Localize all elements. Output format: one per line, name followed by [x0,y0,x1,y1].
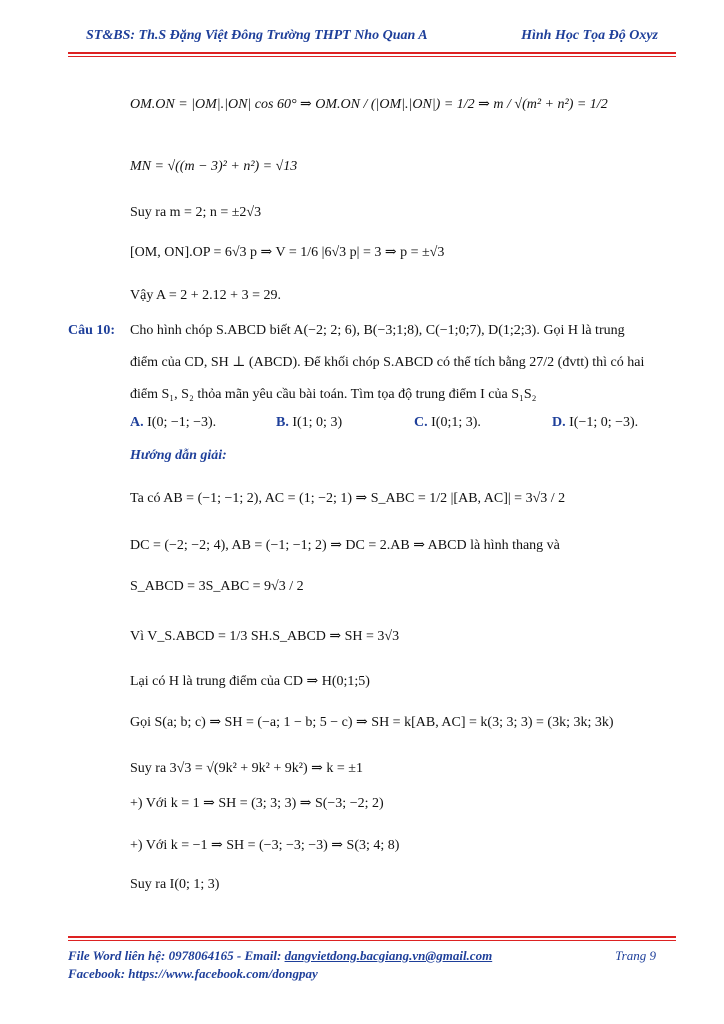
footer-contact-prefix: File Word liên hệ: 0978064165 - Email: [68,948,285,963]
footer-rule [68,936,676,938]
guide-line-5: Lại có H là trung điểm của CD ⇒ H(0;1;5) [130,674,370,689]
guide-line-4: Vì V_S.ABCD = 1/3 SH.S_ABCD ⇒ SH = 3√3 [130,629,400,644]
page-header [68,24,676,52]
option-d-text: I(−1; 0; −3). [569,415,639,430]
question-label: Câu 10: [68,323,116,338]
option-c-text: I(0;1; 3). [431,415,481,430]
guide-line-3: S_ABCD = 3S_ABC = 9√3 / 2 [130,579,304,594]
solution-eq-5: Vậy A = 2 + 2.12 + 3 = 29. [130,288,281,303]
option-c-label: C. [414,415,428,430]
page-footer [68,936,676,986]
option-b-text: I(1; 0; 3) [292,415,343,430]
option-b-label: B. [276,415,289,430]
solution-eq-4: [OM, ON].OP = 6√3 p ⇒ V = 1/6 |6√3 p| = 3 ⇒ p = ±√3 [130,245,445,260]
header-rule-thin [68,56,676,57]
solution-eq-1: OM.ON = |OM|.|ON| cos 60° ⇒ OM.ON / (|OM|.|ON|) = 1/2 ⇒ m / √(m² + n²) = 1/2 [130,97,608,112]
option-d [552,414,638,432]
guide-line-2: DC = (−2; −2; 4), AB = (−1; −1; 2) ⇒ DC = 2.AB ⇒ ABCD là hình thang và [130,538,560,553]
option-a-label: A. [130,415,144,430]
guide-line-9: +) Với k = −1 ⇒ SH = (−3; −3; −3) ⇒ S(3; 4; 8) [130,838,400,853]
option-a-text: I(0; −1; −3). [147,415,217,430]
footer-email-link[interactable]: dangvietdong.bacgiang.vn@gmail.com [284,948,493,963]
solution-eq-2: MN = √((m − 3)² + n²) = √13 [130,159,298,174]
footer-contact [68,948,492,964]
option-c [414,414,481,432]
footer-facebook[interactable]: Facebook: https://www.facebook.com/dongpay [68,966,318,981]
header-author: ST&BS: Th.S Đặng Việt Đông Trường THPT Nho Quan A [86,28,428,43]
solution-eq-3: Suy ra m = 2; n = ±2√3 [130,205,262,220]
guide-line-6: Gọi S(a; b; c) ⇒ SH = (−a; 1 − b; 5 − c) ⇒ SH = k[AB, AC] = k(3; 3; 3) = (3k; 3k; 3k) [130,715,614,730]
question-line-3: điểm S₁, S₂ thỏa mãn yêu cầu bài toán. Tìm tọa độ trung điểm I của S₁S₂ [130,387,537,402]
header-rule [68,52,676,54]
footer-page-number: Trang 9 [615,948,656,963]
guide-line-8: +) Với k = 1 ⇒ SH = (3; 3; 3) ⇒ S(−3; −2; 2) [130,796,384,811]
guide-line-7: Suy ra 3√3 = √(9k² + 9k² + 9k²) ⇒ k = ±1 [130,761,363,776]
guide-line-10: Suy ra I(0; 1; 3) [130,877,220,892]
option-b [276,414,342,432]
option-a [130,414,216,432]
question-line-1: Cho hình chóp S.ABCD biết A(−2; 2; 6), B(−3;1;8), C(−1;0;7), D(1;2;3). Gọi H là trung [130,323,625,338]
header-subject: Hình Học Tọa Độ Oxyz [521,28,658,43]
guide-line-1: Ta có AB = (−1; −1; 2), AC = (1; −2; 1) ⇒ S_ABC = 1/2 |[AB, AC]| = 3√3 / 2 [130,491,566,506]
option-d-label: D. [552,415,566,430]
question-line-2: điểm của CD, SH ⊥ (ABCD). Để khối chóp S.ABCD có thể tích bằng 27/2 (đvtt) thì có hai [130,355,645,370]
footer-rule-thin [68,940,676,941]
guide-title: Hướng dẫn giải: [130,448,227,463]
